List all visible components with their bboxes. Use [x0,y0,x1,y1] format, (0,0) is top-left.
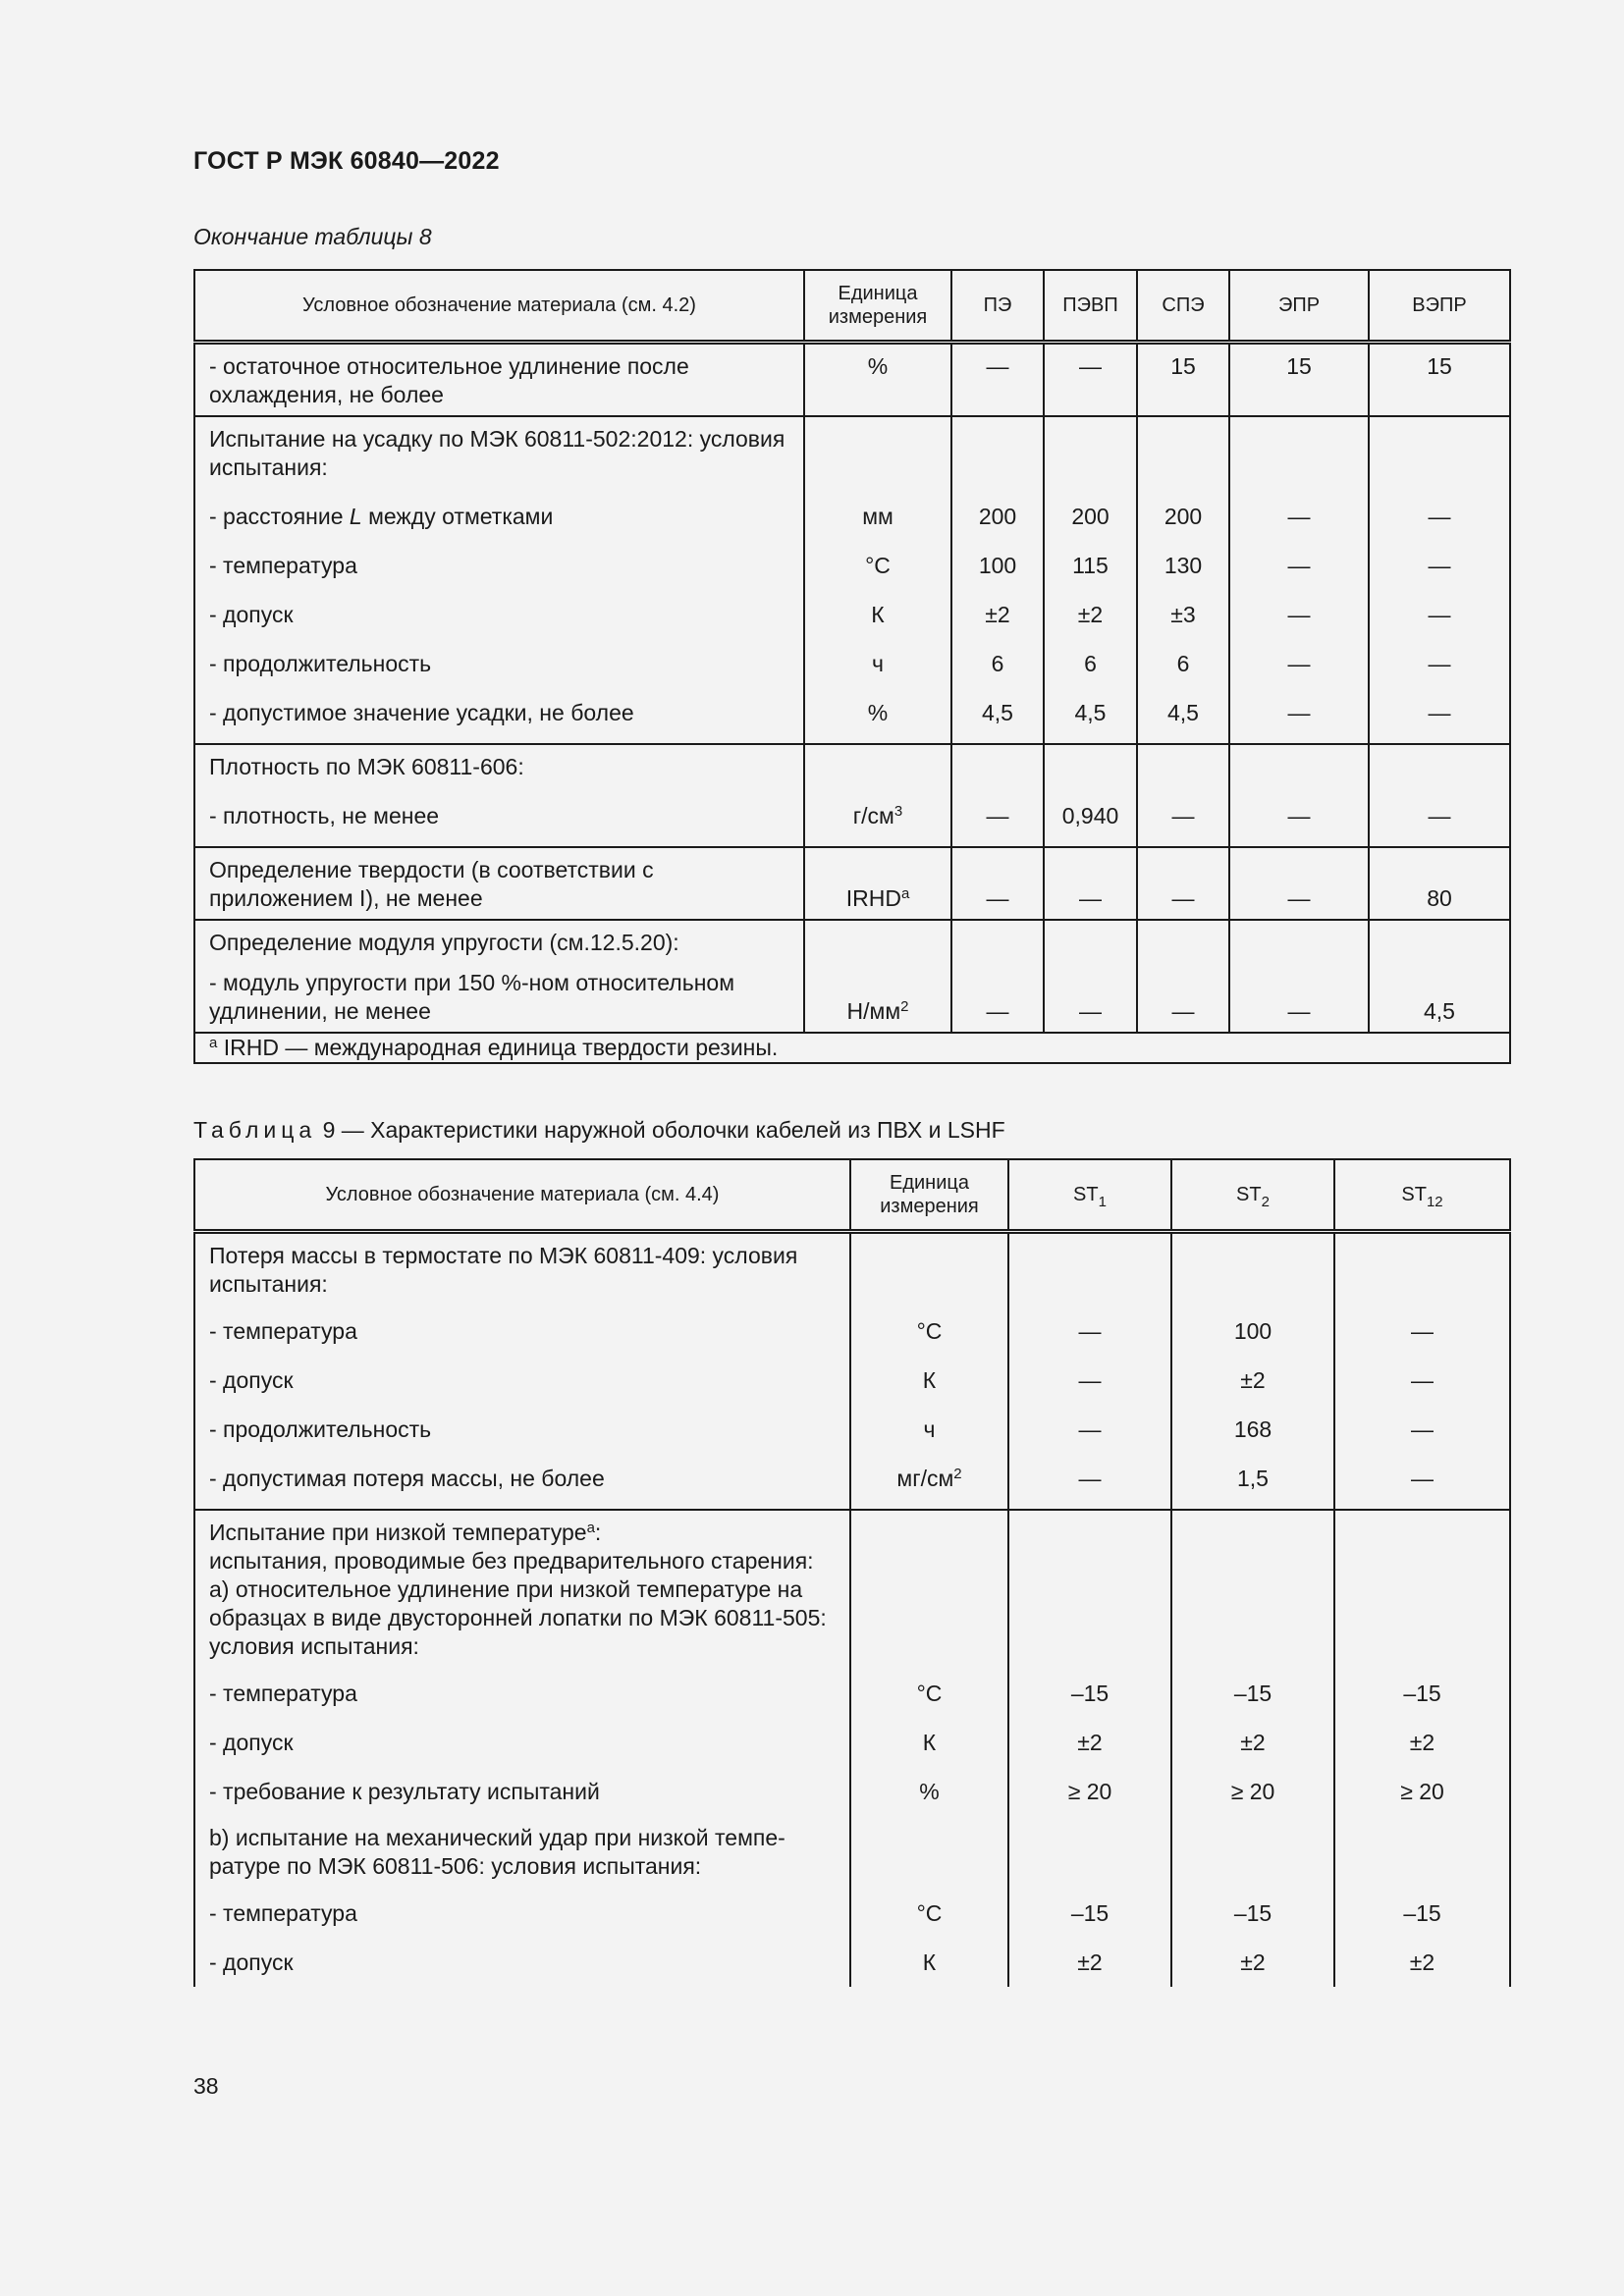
table-row [194,847,1510,920]
value-cell: — [1369,639,1510,688]
value-cell: 15 [1229,343,1369,417]
table-9 [193,1158,1511,1987]
value-cell: — [1008,1356,1171,1405]
row-label: Потеря массы в термостате по МЭК 60811-409: условия испытания: [194,1232,850,1308]
value-cell: — [1369,590,1510,639]
row-label: Плотность по МЭК 60811-606: [194,744,804,791]
table-row [194,1307,1510,1356]
value-cell: — [1229,639,1369,688]
value-cell: –15 [1171,1669,1334,1718]
unit-cell: К [850,1938,1008,1987]
value-cell: 4,5 [1137,688,1229,744]
unit-cell: % [804,343,951,417]
table-row [194,969,1510,1033]
column-header: $ST_2$ [1171,1159,1334,1232]
unit-cell: К [804,590,951,639]
table-row [194,416,1510,492]
value-cell: — [1044,343,1137,417]
value-cell: 200 [1044,492,1137,541]
table-8 [193,269,1511,1064]
unit-cell: К [850,1718,1008,1767]
table8-caption: Окончание таблицы 8 [193,224,432,249]
value-cell: — [1369,791,1510,847]
unit-cell: К [850,1356,1008,1405]
unit-cell: °С [850,1669,1008,1718]
value-cell: — [1137,969,1229,1033]
row-label: - продолжительность [194,1405,850,1454]
row-label: - температура [194,1307,850,1356]
table-row [194,1718,1510,1767]
column-header: ВЭПР [1369,270,1510,343]
row-label: - допуск [194,1938,850,1987]
document-title: ГОСТ Р МЭК 60840—2022 [193,147,500,175]
value-cell: — [951,847,1044,920]
value-cell: ±2 [1171,1356,1334,1405]
row-label: b) испытание на механический удар при низкой темпе-ратуре по МЭК 60811-506: условия испытания: [194,1816,850,1889]
value-cell: 115 [1044,541,1137,590]
column-header: Условное обозначение материала (см. 4.2) [194,270,804,343]
value-cell: ±3 [1137,590,1229,639]
value-cell: — [1369,492,1510,541]
row-label: - температура [194,1669,850,1718]
value-cell: 100 [1171,1307,1334,1356]
table-row [194,1232,1510,1308]
value-cell: –15 [1334,1889,1510,1938]
value-cell: 4,5 [1369,969,1510,1033]
row-label: - продолжительность [194,639,804,688]
value-cell: ±2 [1008,1938,1171,1987]
row-label: - температура [194,1889,850,1938]
unit-cell: ч [804,639,951,688]
unit-cell: $Н/мм^2$ [804,969,951,1033]
value-cell: ≥ 20 [1008,1767,1171,1816]
row-label: Определение модуля упругости (см.12.5.20): [194,920,804,969]
value-cell: — [1334,1454,1510,1510]
value-cell: 15 [1369,343,1510,417]
value-cell: ±2 [1334,1938,1510,1987]
row-label: - допуск [194,1718,850,1767]
table9-caption: Таблица 9 — Характеристики наружной оболочки кабелей из ПВХ и LSHF [193,1117,1005,1143]
value-cell: 6 [1044,639,1137,688]
value-cell: — [1008,1405,1171,1454]
column-header: Единица измерения [804,270,951,343]
table-row [194,920,1510,969]
unit-cell: мм [804,492,951,541]
value-cell: –15 [1008,1889,1171,1938]
value-cell: –15 [1334,1669,1510,1718]
value-cell: 130 [1137,541,1229,590]
value-cell: 100 [951,541,1044,590]
value-cell: 4,5 [951,688,1044,744]
value-cell: — [1369,541,1510,590]
table-row [194,590,1510,639]
unit-cell: IRHD$^a$ [804,847,951,920]
unit-cell: % [850,1767,1008,1816]
row-label: - допустимое значение усадки, не более [194,688,804,744]
table-row [194,1454,1510,1510]
table-row [194,744,1510,791]
column-header: ПЭВП [1044,270,1137,343]
value-cell: 15 [1137,343,1229,417]
value-cell: ±2 [1171,1938,1334,1987]
row-label: - допуск [194,1356,850,1405]
value-cell: 200 [951,492,1044,541]
table-row [194,492,1510,541]
value-cell: 0,940 [1044,791,1137,847]
value-cell: — [1137,791,1229,847]
table-row [194,1405,1510,1454]
unit-cell: °С [850,1307,1008,1356]
value-cell: — [1369,688,1510,744]
table-row [194,1816,1510,1889]
value-cell: — [1044,847,1137,920]
page-number: 38 [193,2073,219,2099]
value-cell: — [1044,969,1137,1033]
table-row [194,1889,1510,1938]
unit-cell: $мг/см^2$ [850,1454,1008,1510]
table8-header-row [194,270,1510,343]
column-header: Единица измерения [850,1159,1008,1232]
table-row [194,1767,1510,1816]
column-header: $ST_{12}$ [1334,1159,1510,1232]
value-cell: –15 [1008,1669,1171,1718]
row-label: - расстояние L между отметками [194,492,804,541]
value-cell: 6 [951,639,1044,688]
value-cell: ≥ 20 [1171,1767,1334,1816]
table-row [194,343,1510,417]
table-row [194,541,1510,590]
value-cell: — [1229,541,1369,590]
column-header: Условное обозначение материала (см. 4.4) [194,1159,850,1232]
value-cell: — [951,343,1044,417]
row-label: - требование к результату испытаний [194,1767,850,1816]
row-label: - температура [194,541,804,590]
column-header: ПЭ [951,270,1044,343]
value-cell: — [1008,1454,1171,1510]
table-row [194,791,1510,847]
row-label: Испытание при низкой температуре$^a$: испытания, проводимые без предварительного старения: a) относительное удлинение при низкой температуре на образцах в виде двусторонней лопатки по МЭК 60811-505: условия испытания: [194,1510,850,1669]
row-label: - остаточное относительное удлинение после охлаждения, не более [194,343,804,417]
table-row [194,1938,1510,1987]
row-label: Испытание на усадку по МЭК 60811-502:2012: условия испытания: [194,416,804,492]
value-cell: 1,5 [1171,1454,1334,1510]
value-cell: — [1229,969,1369,1033]
value-cell: — [1334,1307,1510,1356]
row-label: - модуль упругости при 150 %-ном относительном удлинении, не менее [194,969,804,1033]
unit-cell: °С [804,541,951,590]
value-cell: ±2 [1334,1718,1510,1767]
value-cell: — [1229,492,1369,541]
value-cell: — [1229,688,1369,744]
table-row [194,688,1510,744]
value-cell: — [1334,1356,1510,1405]
value-cell: — [1229,847,1369,920]
row-label: - допуск [194,590,804,639]
value-cell: ±2 [1171,1718,1334,1767]
value-cell: –15 [1171,1889,1334,1938]
row-label: Определение твердости (в соответствии с приложением I), не менее [194,847,804,920]
unit-cell: °С [850,1889,1008,1938]
value-cell: — [1334,1405,1510,1454]
value-cell: ≥ 20 [1334,1767,1510,1816]
value-cell: — [951,791,1044,847]
value-cell: — [1229,590,1369,639]
unit-cell: % [804,688,951,744]
value-cell: 200 [1137,492,1229,541]
value-cell: ±2 [1044,590,1137,639]
unit-cell: $г/см^3$ [804,791,951,847]
value-cell: — [951,969,1044,1033]
table-row [194,1356,1510,1405]
table-row [194,1510,1510,1669]
column-header: $ST_1$ [1008,1159,1171,1232]
column-header: ЭПР [1229,270,1369,343]
value-cell: ±2 [951,590,1044,639]
table-row [194,1669,1510,1718]
value-cell: 4,5 [1044,688,1137,744]
value-cell: ±2 [1008,1718,1171,1767]
value-cell: 80 [1369,847,1510,920]
table-row [194,639,1510,688]
row-label: - плотность, не менее [194,791,804,847]
table-footnote: $^a$ IRHD — международная единица твердости резины. [194,1033,1510,1063]
value-cell: — [1137,847,1229,920]
column-header: СПЭ [1137,270,1229,343]
row-label: - допустимая потеря массы, не более [194,1454,850,1510]
table9-header-row [194,1159,1510,1232]
value-cell: 168 [1171,1405,1334,1454]
value-cell: — [1229,791,1369,847]
value-cell: — [1008,1307,1171,1356]
value-cell: 6 [1137,639,1229,688]
unit-cell: ч [850,1405,1008,1454]
table8-footnote-row [194,1033,1510,1063]
